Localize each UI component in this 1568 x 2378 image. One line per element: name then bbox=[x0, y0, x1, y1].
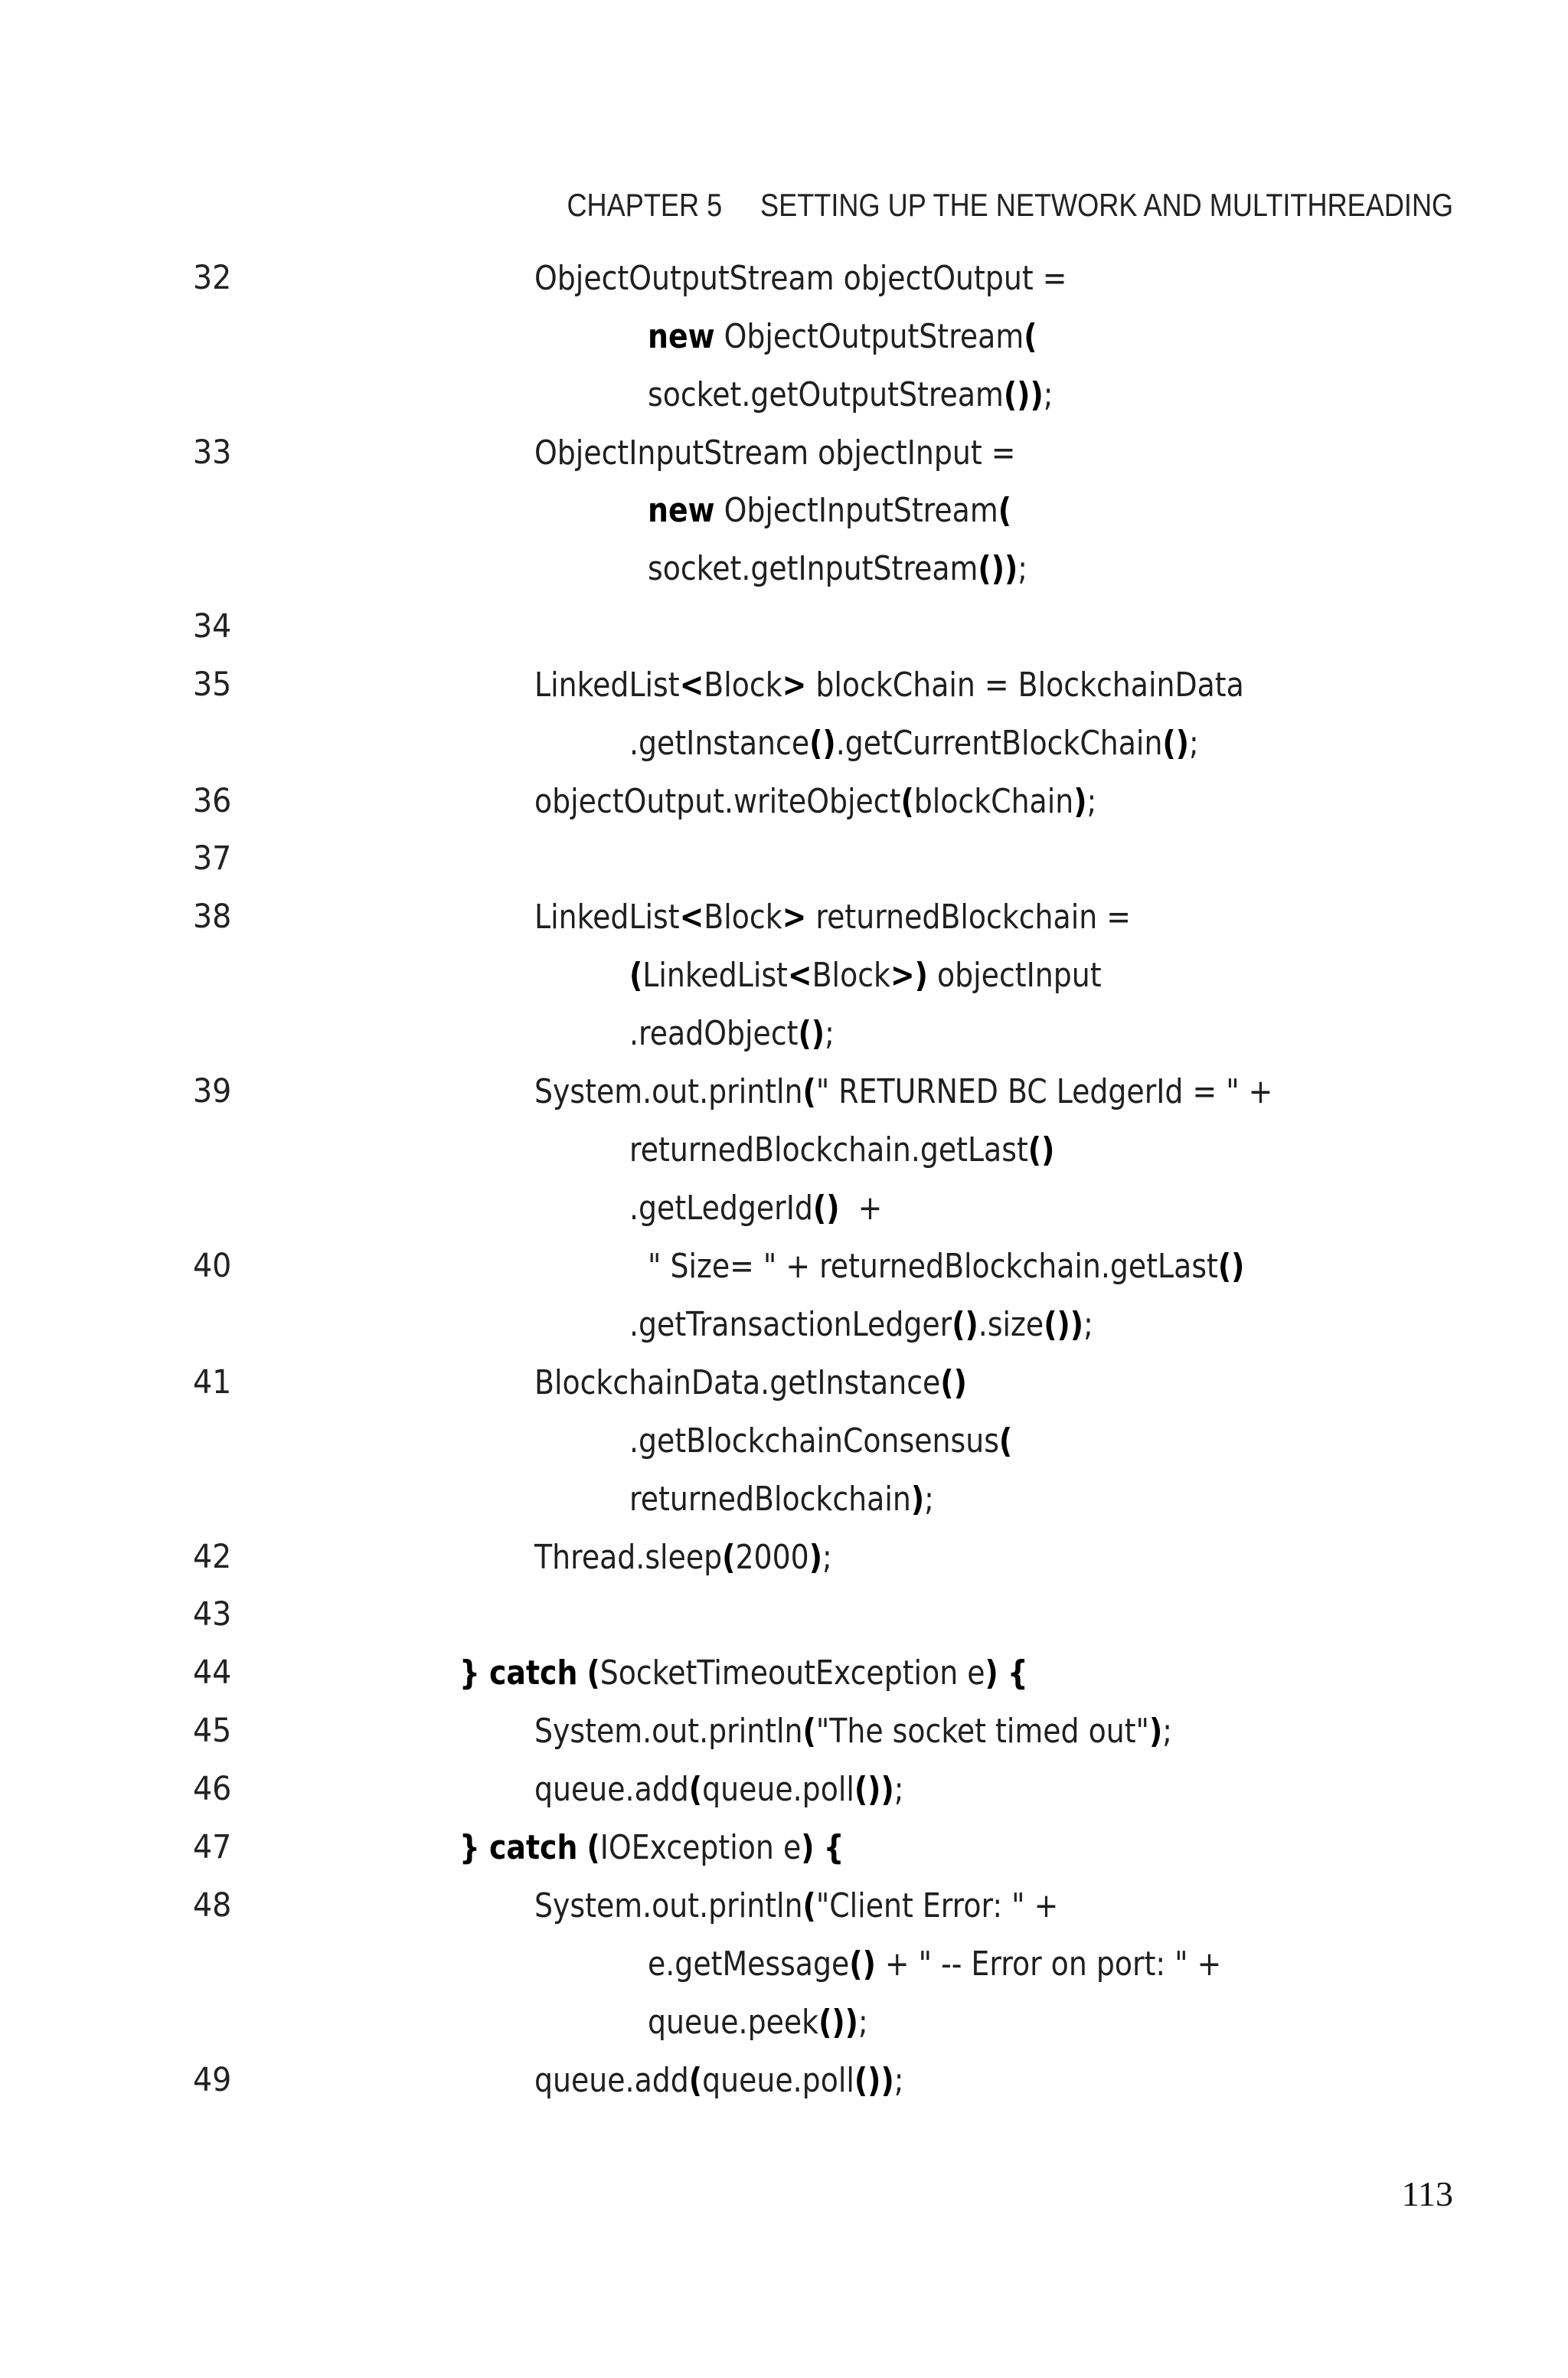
code-text: queue.peek()); bbox=[648, 2003, 868, 2042]
line-number: 33 bbox=[193, 433, 232, 472]
code-text: returnedBlockchain); bbox=[629, 1480, 934, 1519]
code-line bbox=[0, 1712, 1568, 1769]
code-line bbox=[0, 1828, 1568, 1886]
line-number: 48 bbox=[193, 1886, 232, 1925]
line-number: 37 bbox=[193, 839, 232, 878]
code-text: System.out.println(" RETURNED BC LedgerId = " + bbox=[534, 1072, 1273, 1111]
code-text: BlockchainData.getInstance() bbox=[534, 1363, 967, 1402]
code-line bbox=[0, 1247, 1568, 1304]
line-number: 40 bbox=[193, 1247, 232, 1285]
code-line bbox=[0, 956, 1568, 1013]
code-line bbox=[0, 259, 1568, 316]
code-line bbox=[0, 491, 1568, 548]
line-number: 42 bbox=[193, 1538, 232, 1576]
code-text: .getInstance().getCurrentBlockChain(); bbox=[629, 724, 1199, 763]
line-number: 39 bbox=[193, 1072, 232, 1110]
code-line bbox=[0, 1072, 1568, 1130]
code-line bbox=[0, 724, 1568, 781]
code-line bbox=[0, 375, 1568, 433]
line-number: 36 bbox=[193, 782, 232, 820]
line-number: 34 bbox=[193, 607, 232, 646]
code-line bbox=[0, 782, 1568, 839]
code-text: (LinkedList<Block>) objectInput bbox=[629, 956, 1102, 995]
code-text: .getTransactionLedger().size()); bbox=[629, 1305, 1093, 1344]
code-line bbox=[0, 666, 1568, 723]
code-line bbox=[0, 1595, 1568, 1653]
line-number: 38 bbox=[193, 898, 232, 936]
line-number: 32 bbox=[193, 259, 232, 297]
code-text: Thread.sleep(2000); bbox=[534, 1538, 832, 1577]
code-line bbox=[0, 898, 1568, 955]
code-text: socket.getOutputStream()); bbox=[648, 375, 1054, 414]
code-text: LinkedList<Block> returnedBlockchain = bbox=[534, 898, 1131, 937]
code-text: ObjectInputStream objectInput = bbox=[534, 433, 1016, 473]
code-text: returnedBlockchain.getLast() bbox=[629, 1130, 1055, 1169]
code-line bbox=[0, 1305, 1568, 1362]
code-text: .getBlockchainConsensus( bbox=[629, 1421, 1013, 1460]
code-text: e.getMessage() + " -- Error on port: " + bbox=[648, 1945, 1222, 1984]
page-number: 113 bbox=[1401, 2174, 1453, 2213]
chapter-label: CHAPTER 5 bbox=[567, 187, 723, 223]
chapter-title: SETTING UP THE NETWORK AND MULTITHREADING bbox=[760, 187, 1453, 223]
code-line bbox=[0, 2003, 1568, 2060]
code-line bbox=[0, 1014, 1568, 1071]
code-text: } catch (SocketTimeoutException e) { bbox=[459, 1653, 1028, 1693]
code-line bbox=[0, 1653, 1568, 1711]
code-line bbox=[0, 433, 1568, 491]
code-text: new ObjectInputStream( bbox=[648, 491, 1012, 530]
line-number: 46 bbox=[193, 1770, 232, 1808]
line-number: 45 bbox=[193, 1712, 232, 1750]
code-line bbox=[0, 1538, 1568, 1595]
line-number: 35 bbox=[193, 666, 232, 704]
code-text: queue.add(queue.poll()); bbox=[534, 1770, 904, 1809]
code-line bbox=[0, 1421, 1568, 1479]
code-text: System.out.println("The socket timed out"); bbox=[534, 1712, 1172, 1751]
code-text: } catch (IOException e) { bbox=[459, 1828, 844, 1867]
code-text: queue.add(queue.poll()); bbox=[534, 2061, 904, 2100]
code-text: socket.getInputStream()); bbox=[648, 549, 1028, 588]
code-line bbox=[0, 607, 1568, 665]
line-number: 41 bbox=[193, 1363, 232, 1402]
line-number: 44 bbox=[193, 1653, 232, 1692]
code-text: LinkedList<Block> blockChain = BlockchainData bbox=[534, 666, 1244, 705]
code-line bbox=[0, 2061, 1568, 2118]
code-text: " Size= " + returnedBlockchain.getLast() bbox=[629, 1247, 1245, 1286]
code-line bbox=[0, 1189, 1568, 1246]
code-line bbox=[0, 1363, 1568, 1421]
code-text: ObjectOutputStream objectOutput = bbox=[534, 259, 1067, 298]
code-text: new ObjectOutputStream( bbox=[648, 317, 1037, 356]
code-line bbox=[0, 317, 1568, 375]
line-number: 47 bbox=[193, 1828, 232, 1866]
code-text: objectOutput.writeObject(blockChain); bbox=[534, 782, 1097, 821]
code-text: System.out.println("Client Error: " + bbox=[534, 1886, 1059, 1925]
line-number: 43 bbox=[193, 1595, 232, 1634]
code-line bbox=[0, 1886, 1568, 1944]
line-number: 49 bbox=[193, 2061, 232, 2099]
code-line bbox=[0, 839, 1568, 897]
code-text: .readObject(); bbox=[629, 1014, 835, 1053]
code-line bbox=[0, 1945, 1568, 2002]
code-line bbox=[0, 1480, 1568, 1537]
code-text: .getLedgerId() + bbox=[629, 1189, 883, 1228]
code-line bbox=[0, 1130, 1568, 1188]
code-line bbox=[0, 549, 1568, 607]
code-line bbox=[0, 1770, 1568, 1827]
